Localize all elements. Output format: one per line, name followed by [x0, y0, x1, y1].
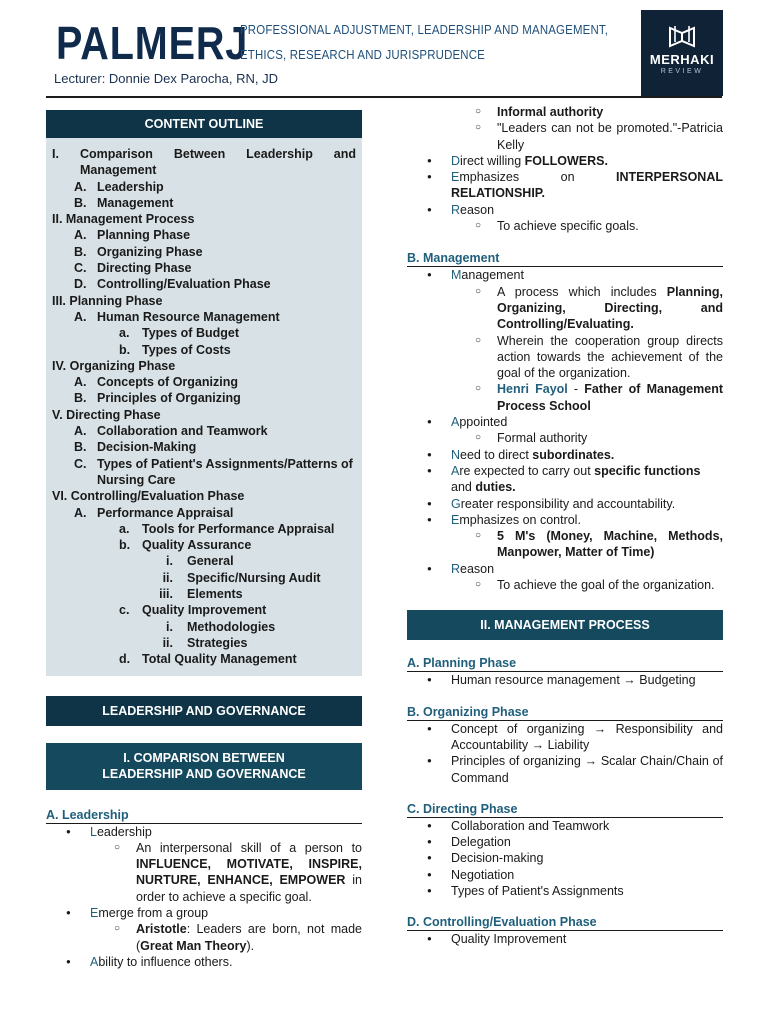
outline-item: a. Tools for Performance Appraisal [119, 521, 335, 536]
leadership-continued [407, 104, 723, 153]
management-list [407, 267, 723, 593]
management-heading: B. Management [407, 251, 723, 267]
list-subitem: ○ "Leaders can not be promoted."-Patricia Kelly [407, 120, 723, 153]
organizing-list [407, 721, 723, 786]
outline-item: A. Planning Phase [74, 228, 191, 243]
list-item: ● Emphasizes on INTERPERSONAL RELATIONSHIP. [407, 169, 723, 202]
outline-item: iii. Elements [159, 587, 243, 602]
list-item: ● Types of Patient's Assignments [407, 883, 723, 899]
list-item: ● Negotiation [407, 867, 723, 883]
directing-heading: C. Directing Phase [407, 802, 723, 818]
list-subitem: ○ Formal authority [407, 430, 723, 446]
controlling-list [407, 931, 723, 947]
list-subitem: ○ Informal authority [407, 104, 723, 120]
controlling-heading: D. Controlling/Evaluation Phase [407, 915, 723, 931]
outline-item: i. General [166, 554, 234, 569]
outline-item: B. Organizing Phase [74, 244, 203, 259]
list-item: ● Appointed ○ Formal authority [407, 414, 723, 447]
management-process-band: II. MANAGEMENT PROCESS [407, 610, 723, 640]
outline-item: B. Principles of Organizing [74, 391, 241, 406]
outline-item: III. Planning Phase [52, 293, 163, 308]
list-item: ● Quality Improvement [407, 931, 723, 947]
planning-list [407, 672, 723, 688]
header-divider [46, 96, 722, 98]
list-subitem: ○ To achieve the goal of the organization. [407, 577, 723, 593]
list-item: ● Ability to influence others. [46, 954, 362, 970]
list-item: ● Direct willing FOLLOWERS. [407, 153, 723, 169]
outline-item: d. Total Quality Management [119, 652, 297, 667]
list-item: ● Need to direct subordinates. [407, 447, 723, 463]
outline-item: I. Comparison Between Leadership and Management [52, 147, 356, 178]
list-item: ● Are expected to carry out specific functions and duties. [407, 463, 723, 496]
list-subitem: ○ Henri Fayol - Father of Management Process School [407, 381, 723, 414]
list-item: ● Delegation [407, 834, 723, 850]
brand-title: PALMERJ [56, 17, 249, 69]
list-subitem: ○ An interpersonal skill of a person to INFLUENCE, MOTIVATE, INSPIRE, NURTURE, ENHANCE, EMPOWER in order to achieve a specific goal. [46, 840, 362, 905]
outline-item: A. Performance Appraisal [74, 505, 234, 520]
list-item: ● Management ○ A process which includes Planning, Organizing, Directing, and Controlling/Evaluating. ○ Wherein the cooperation group directs action towards the achievement of the goal of the organization. ○ Henri Fayol - Father of Management Process School [407, 267, 723, 414]
left-column [46, 110, 362, 970]
outline-item: B. Management [74, 195, 174, 210]
outline-item: a. Types of Budget [119, 326, 239, 341]
list-subitem: ○ 5 M's (Money, Machine, Methods, Manpower, Matter of Time) [407, 528, 723, 561]
outline-item: V. Directing Phase [52, 407, 161, 422]
list-item: ● Emerge from a group ○ Aristotle: Leaders are born, not made (Great Man Theory). [46, 905, 362, 954]
logo-subtitle: REVIEW [660, 68, 704, 75]
logo-name: MERHAKI [649, 52, 715, 67]
list-item: ● Collaboration and Teamwork [407, 818, 723, 834]
subtitle-line-1: PROFESSIONAL ADJUSTMENT, LEADERSHIP AND MANAGEMENT, [240, 22, 609, 37]
list-item: ● Decision-making [407, 850, 723, 866]
list-item: ● Greater responsibility and accountability. [407, 496, 723, 512]
right-column [407, 104, 723, 948]
subtitle-line-2: ETHICS, RESEARCH AND JURISPRUDENCE [240, 47, 485, 62]
content-outline [46, 138, 362, 676]
list-item: ● Human resource management → Budgeting [407, 672, 723, 688]
list-subitem: ○ A process which includes Planning, Organizing, Directing, and Controlling/Evaluating. [407, 284, 723, 333]
leadership-governance-band: LEADERSHIP AND GOVERNANCE [46, 696, 362, 726]
outline-item: VI. Controlling/Evaluation Phase [52, 489, 245, 504]
leadership-heading: A. Leadership [46, 808, 362, 824]
leadership-list-continued [407, 153, 723, 234]
merhaki-logo [641, 10, 723, 96]
outline-item: B. Decision-Making [74, 440, 197, 455]
outline-item: c. Quality Improvement [119, 603, 267, 618]
list-subitem: ○ Aristotle: Leaders are born, not made (Great Man Theory). [46, 921, 362, 954]
list-item: ● Reason ○ To achieve the goal of the organization. [407, 561, 723, 594]
outline-item: A. Human Resource Management [74, 309, 280, 324]
list-subitem: ○ To achieve specific goals. [407, 218, 723, 234]
comparison-band: I. COMPARISON BETWEEN LEADERSHIP AND GOVERNANCE [46, 743, 362, 790]
outline-item: b. Quality Assurance [119, 538, 252, 553]
list-item: ● Emphasizes on control. ○ 5 M's (Money, Machine, Methods, Manpower, Matter of Time) [407, 512, 723, 561]
outline-item: ii. Strategies [162, 635, 248, 650]
organizing-heading: B. Organizing Phase [407, 705, 723, 721]
list-item: ● Concept of organizing → Responsibility and Accountability → Liability [407, 721, 723, 754]
outline-item: b. Types of Costs [119, 342, 231, 357]
list-item: ● Principles of organizing → Scalar Chain/Chain of Command [407, 753, 723, 786]
outline-item: A. Leadership [74, 179, 164, 194]
outline-item: II. Management Process [52, 212, 195, 227]
book-logo-icon [667, 24, 697, 50]
lecturer: Lecturer: Donnie Dex Parocha, RN, JD [54, 71, 278, 86]
outline-item: A. Concepts of Organizing [74, 375, 238, 390]
outline-item: C. Types of Patient's Assignments/Patterns of Nursing Care [74, 456, 353, 487]
outline-item: i. Methodologies [166, 619, 276, 634]
list-subitem: ○ Wherein the cooperation group directs action towards the achievement of the goal of the organization. [407, 333, 723, 382]
list-item: ● Reason ○ To achieve specific goals. [407, 202, 723, 235]
leadership-list [46, 824, 362, 971]
list-item: ● Leadership ○ An interpersonal skill of a person to INFLUENCE, MOTIVATE, INSPIRE, NURTURE, ENHANCE, EMPOWER in order to achieve a specific goal. [46, 824, 362, 905]
outline-item: D. Controlling/Evaluation Phase [74, 277, 271, 292]
outline-item: A. Collaboration and Teamwork [74, 424, 268, 439]
planning-heading: A. Planning Phase [407, 656, 723, 672]
outline-item: IV. Organizing Phase [52, 358, 176, 373]
directing-list [407, 818, 723, 899]
content-outline-band: CONTENT OUTLINE [46, 110, 362, 138]
outline-item: ii. Specific/Nursing Audit [162, 570, 321, 585]
outline-item: C. Directing Phase [74, 261, 192, 276]
page-header [0, 0, 768, 100]
